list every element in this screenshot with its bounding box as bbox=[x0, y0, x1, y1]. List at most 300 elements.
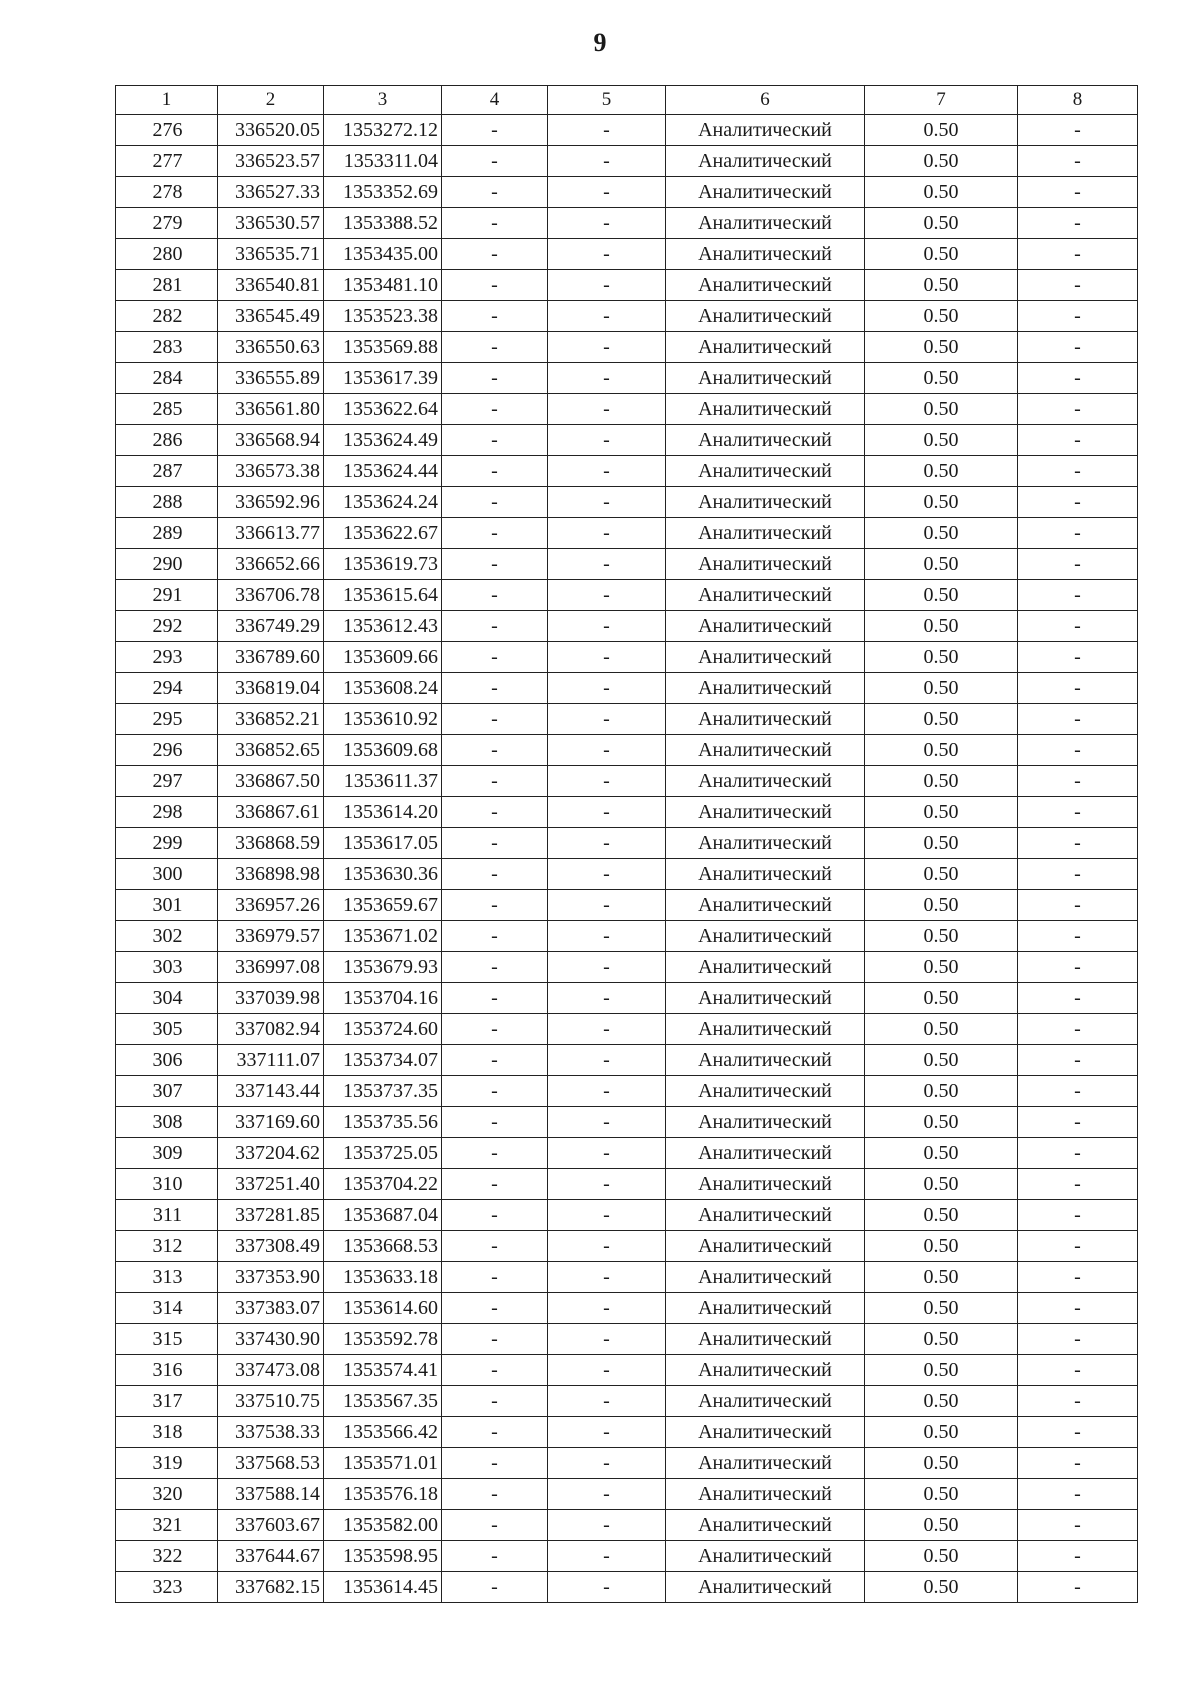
accuracy-cell: 0.50 bbox=[865, 704, 1018, 735]
table-row bbox=[116, 1076, 1138, 1107]
method-cell: Аналитический bbox=[666, 797, 865, 828]
x-coordinate-cell: 336997.08 bbox=[218, 952, 324, 983]
table-row bbox=[116, 1169, 1138, 1200]
header-cell: 2 bbox=[218, 86, 324, 115]
accuracy-cell: 0.50 bbox=[865, 952, 1018, 983]
column-5-cell: - bbox=[548, 1014, 666, 1045]
column-8-cell: - bbox=[1018, 766, 1138, 797]
x-coordinate-cell: 337682.15 bbox=[218, 1572, 324, 1603]
column-4-cell: - bbox=[442, 828, 548, 859]
column-8-cell: - bbox=[1018, 177, 1138, 208]
point-number-cell: 285 bbox=[116, 394, 218, 425]
accuracy-cell: 0.50 bbox=[865, 425, 1018, 456]
accuracy-cell: 0.50 bbox=[865, 983, 1018, 1014]
column-4-cell: - bbox=[442, 177, 548, 208]
y-coordinate-cell: 1353610.92 bbox=[324, 704, 442, 735]
table-row bbox=[116, 704, 1138, 735]
y-coordinate-cell: 1353609.66 bbox=[324, 642, 442, 673]
column-4-cell: - bbox=[442, 859, 548, 890]
x-coordinate-cell: 337111.07 bbox=[218, 1045, 324, 1076]
column-4-cell: - bbox=[442, 890, 548, 921]
column-4-cell: - bbox=[442, 952, 548, 983]
x-coordinate-cell: 336867.61 bbox=[218, 797, 324, 828]
y-coordinate-cell: 1353614.45 bbox=[324, 1572, 442, 1603]
column-4-cell: - bbox=[442, 1417, 548, 1448]
accuracy-cell: 0.50 bbox=[865, 549, 1018, 580]
header-cell: 5 bbox=[548, 86, 666, 115]
column-5-cell: - bbox=[548, 1231, 666, 1262]
y-coordinate-cell: 1353725.05 bbox=[324, 1138, 442, 1169]
method-cell: Аналитический bbox=[666, 1293, 865, 1324]
x-coordinate-cell: 337143.44 bbox=[218, 1076, 324, 1107]
table-row bbox=[116, 797, 1138, 828]
column-4-cell: - bbox=[442, 580, 548, 611]
point-number-cell: 309 bbox=[116, 1138, 218, 1169]
y-coordinate-cell: 1353668.53 bbox=[324, 1231, 442, 1262]
x-coordinate-cell: 336592.96 bbox=[218, 487, 324, 518]
column-8-cell: - bbox=[1018, 1541, 1138, 1572]
coordinates-table bbox=[115, 85, 1138, 1603]
accuracy-cell: 0.50 bbox=[865, 797, 1018, 828]
point-number-cell: 312 bbox=[116, 1231, 218, 1262]
column-4-cell: - bbox=[442, 921, 548, 952]
x-coordinate-cell: 336520.05 bbox=[218, 115, 324, 146]
table-row bbox=[116, 580, 1138, 611]
column-5-cell: - bbox=[548, 921, 666, 952]
x-coordinate-cell: 337039.98 bbox=[218, 983, 324, 1014]
column-5-cell: - bbox=[548, 952, 666, 983]
column-4-cell: - bbox=[442, 1262, 548, 1293]
x-coordinate-cell: 337473.08 bbox=[218, 1355, 324, 1386]
column-4-cell: - bbox=[442, 301, 548, 332]
column-4-cell: - bbox=[442, 1386, 548, 1417]
column-5-cell: - bbox=[548, 332, 666, 363]
y-coordinate-cell: 1353592.78 bbox=[324, 1324, 442, 1355]
x-coordinate-cell: 337204.62 bbox=[218, 1138, 324, 1169]
method-cell: Аналитический bbox=[666, 177, 865, 208]
y-coordinate-cell: 1353435.00 bbox=[324, 239, 442, 270]
y-coordinate-cell: 1353567.35 bbox=[324, 1386, 442, 1417]
y-coordinate-cell: 1353608.24 bbox=[324, 673, 442, 704]
x-coordinate-cell: 336550.63 bbox=[218, 332, 324, 363]
column-4-cell: - bbox=[442, 1355, 548, 1386]
accuracy-cell: 0.50 bbox=[865, 1324, 1018, 1355]
y-coordinate-cell: 1353734.07 bbox=[324, 1045, 442, 1076]
table-row bbox=[116, 1448, 1138, 1479]
table-row bbox=[116, 1014, 1138, 1045]
y-coordinate-cell: 1353704.22 bbox=[324, 1169, 442, 1200]
y-coordinate-cell: 1353614.60 bbox=[324, 1293, 442, 1324]
column-5-cell: - bbox=[548, 394, 666, 425]
table-row bbox=[116, 952, 1138, 983]
point-number-cell: 320 bbox=[116, 1479, 218, 1510]
method-cell: Аналитический bbox=[666, 1200, 865, 1231]
column-5-cell: - bbox=[548, 208, 666, 239]
column-5-cell: - bbox=[548, 1262, 666, 1293]
x-coordinate-cell: 337430.90 bbox=[218, 1324, 324, 1355]
column-8-cell: - bbox=[1018, 549, 1138, 580]
accuracy-cell: 0.50 bbox=[865, 1231, 1018, 1262]
column-4-cell: - bbox=[442, 797, 548, 828]
column-5-cell: - bbox=[548, 859, 666, 890]
y-coordinate-cell: 1353619.73 bbox=[324, 549, 442, 580]
column-5-cell: - bbox=[548, 797, 666, 828]
column-5-cell: - bbox=[548, 146, 666, 177]
y-coordinate-cell: 1353630.36 bbox=[324, 859, 442, 890]
x-coordinate-cell: 337281.85 bbox=[218, 1200, 324, 1231]
x-coordinate-cell: 337510.75 bbox=[218, 1386, 324, 1417]
point-number-cell: 295 bbox=[116, 704, 218, 735]
column-8-cell: - bbox=[1018, 1231, 1138, 1262]
column-8-cell: - bbox=[1018, 921, 1138, 952]
table-row bbox=[116, 456, 1138, 487]
accuracy-cell: 0.50 bbox=[865, 363, 1018, 394]
table-row bbox=[116, 1479, 1138, 1510]
column-8-cell: - bbox=[1018, 580, 1138, 611]
column-4-cell: - bbox=[442, 1169, 548, 1200]
table-row bbox=[116, 1324, 1138, 1355]
column-5-cell: - bbox=[548, 518, 666, 549]
y-coordinate-cell: 1353481.10 bbox=[324, 270, 442, 301]
column-5-cell: - bbox=[548, 1293, 666, 1324]
method-cell: Аналитический bbox=[666, 1479, 865, 1510]
accuracy-cell: 0.50 bbox=[865, 1045, 1018, 1076]
accuracy-cell: 0.50 bbox=[865, 611, 1018, 642]
column-5-cell: - bbox=[548, 1510, 666, 1541]
point-number-cell: 321 bbox=[116, 1510, 218, 1541]
column-5-cell: - bbox=[548, 363, 666, 394]
column-8-cell: - bbox=[1018, 239, 1138, 270]
method-cell: Аналитический bbox=[666, 456, 865, 487]
accuracy-cell: 0.50 bbox=[865, 332, 1018, 363]
column-4-cell: - bbox=[442, 487, 548, 518]
column-4-cell: - bbox=[442, 270, 548, 301]
x-coordinate-cell: 336527.33 bbox=[218, 177, 324, 208]
table-row bbox=[116, 890, 1138, 921]
column-8-cell: - bbox=[1018, 642, 1138, 673]
method-cell: Аналитический bbox=[666, 704, 865, 735]
y-coordinate-cell: 1353523.38 bbox=[324, 301, 442, 332]
x-coordinate-cell: 336789.60 bbox=[218, 642, 324, 673]
accuracy-cell: 0.50 bbox=[865, 1014, 1018, 1045]
table-row bbox=[116, 1293, 1138, 1324]
column-5-cell: - bbox=[548, 301, 666, 332]
table-row bbox=[116, 1541, 1138, 1572]
method-cell: Аналитический bbox=[666, 1355, 865, 1386]
column-5-cell: - bbox=[548, 1417, 666, 1448]
y-coordinate-cell: 1353671.02 bbox=[324, 921, 442, 952]
x-coordinate-cell: 337538.33 bbox=[218, 1417, 324, 1448]
x-coordinate-cell: 337603.67 bbox=[218, 1510, 324, 1541]
accuracy-cell: 0.50 bbox=[865, 642, 1018, 673]
column-4-cell: - bbox=[442, 1014, 548, 1045]
header-cell: 7 bbox=[865, 86, 1018, 115]
point-number-cell: 280 bbox=[116, 239, 218, 270]
column-8-cell: - bbox=[1018, 208, 1138, 239]
point-number-cell: 316 bbox=[116, 1355, 218, 1386]
y-coordinate-cell: 1353615.64 bbox=[324, 580, 442, 611]
point-number-cell: 281 bbox=[116, 270, 218, 301]
y-coordinate-cell: 1353571.01 bbox=[324, 1448, 442, 1479]
accuracy-cell: 0.50 bbox=[865, 239, 1018, 270]
y-coordinate-cell: 1353272.12 bbox=[324, 115, 442, 146]
method-cell: Аналитический bbox=[666, 1138, 865, 1169]
x-coordinate-cell: 337169.60 bbox=[218, 1107, 324, 1138]
point-number-cell: 276 bbox=[116, 115, 218, 146]
point-number-cell: 286 bbox=[116, 425, 218, 456]
column-4-cell: - bbox=[442, 394, 548, 425]
column-8-cell: - bbox=[1018, 1076, 1138, 1107]
column-8-cell: - bbox=[1018, 1293, 1138, 1324]
accuracy-cell: 0.50 bbox=[865, 270, 1018, 301]
point-number-cell: 282 bbox=[116, 301, 218, 332]
accuracy-cell: 0.50 bbox=[865, 921, 1018, 952]
column-5-cell: - bbox=[548, 890, 666, 921]
x-coordinate-cell: 336568.94 bbox=[218, 425, 324, 456]
table-row bbox=[116, 766, 1138, 797]
y-coordinate-cell: 1353598.95 bbox=[324, 1541, 442, 1572]
column-8-cell: - bbox=[1018, 115, 1138, 146]
column-5-cell: - bbox=[548, 611, 666, 642]
y-coordinate-cell: 1353622.64 bbox=[324, 394, 442, 425]
x-coordinate-cell: 337588.14 bbox=[218, 1479, 324, 1510]
x-coordinate-cell: 336706.78 bbox=[218, 580, 324, 611]
x-coordinate-cell: 336561.80 bbox=[218, 394, 324, 425]
accuracy-cell: 0.50 bbox=[865, 1510, 1018, 1541]
x-coordinate-cell: 336979.57 bbox=[218, 921, 324, 952]
column-8-cell: - bbox=[1018, 797, 1138, 828]
point-number-cell: 283 bbox=[116, 332, 218, 363]
y-coordinate-cell: 1353622.67 bbox=[324, 518, 442, 549]
column-5-cell: - bbox=[548, 983, 666, 1014]
column-4-cell: - bbox=[442, 146, 548, 177]
table-row bbox=[116, 1138, 1138, 1169]
method-cell: Аналитический bbox=[666, 890, 865, 921]
table-row bbox=[116, 921, 1138, 952]
method-cell: Аналитический bbox=[666, 1541, 865, 1572]
y-coordinate-cell: 1353569.88 bbox=[324, 332, 442, 363]
method-cell: Аналитический bbox=[666, 270, 865, 301]
column-8-cell: - bbox=[1018, 487, 1138, 518]
column-8-cell: - bbox=[1018, 952, 1138, 983]
column-8-cell: - bbox=[1018, 1448, 1138, 1479]
accuracy-cell: 0.50 bbox=[865, 766, 1018, 797]
accuracy-cell: 0.50 bbox=[865, 1355, 1018, 1386]
column-5-cell: - bbox=[548, 1541, 666, 1572]
table-row bbox=[116, 363, 1138, 394]
x-coordinate-cell: 336535.71 bbox=[218, 239, 324, 270]
column-5-cell: - bbox=[548, 1076, 666, 1107]
column-4-cell: - bbox=[442, 239, 548, 270]
method-cell: Аналитический bbox=[666, 673, 865, 704]
table-row bbox=[116, 1386, 1138, 1417]
x-coordinate-cell: 336957.26 bbox=[218, 890, 324, 921]
method-cell: Аналитический bbox=[666, 1076, 865, 1107]
point-number-cell: 278 bbox=[116, 177, 218, 208]
x-coordinate-cell: 336749.29 bbox=[218, 611, 324, 642]
table-row bbox=[116, 1417, 1138, 1448]
table-body bbox=[116, 115, 1138, 1603]
column-8-cell: - bbox=[1018, 1045, 1138, 1076]
column-4-cell: - bbox=[442, 1541, 548, 1572]
y-coordinate-cell: 1353659.67 bbox=[324, 890, 442, 921]
point-number-cell: 311 bbox=[116, 1200, 218, 1231]
point-number-cell: 284 bbox=[116, 363, 218, 394]
x-coordinate-cell: 336613.77 bbox=[218, 518, 324, 549]
method-cell: Аналитический bbox=[666, 239, 865, 270]
point-number-cell: 302 bbox=[116, 921, 218, 952]
column-4-cell: - bbox=[442, 1293, 548, 1324]
method-cell: Аналитический bbox=[666, 828, 865, 859]
column-8-cell: - bbox=[1018, 1324, 1138, 1355]
x-coordinate-cell: 337082.94 bbox=[218, 1014, 324, 1045]
header-row bbox=[116, 86, 1138, 115]
method-cell: Аналитический bbox=[666, 1417, 865, 1448]
column-8-cell: - bbox=[1018, 1262, 1138, 1293]
x-coordinate-cell: 336852.65 bbox=[218, 735, 324, 766]
y-coordinate-cell: 1353617.39 bbox=[324, 363, 442, 394]
method-cell: Аналитический bbox=[666, 487, 865, 518]
table-row bbox=[116, 549, 1138, 580]
method-cell: Аналитический bbox=[666, 1510, 865, 1541]
column-4-cell: - bbox=[442, 673, 548, 704]
point-number-cell: 301 bbox=[116, 890, 218, 921]
accuracy-cell: 0.50 bbox=[865, 487, 1018, 518]
y-coordinate-cell: 1353614.20 bbox=[324, 797, 442, 828]
column-4-cell: - bbox=[442, 1107, 548, 1138]
method-cell: Аналитический bbox=[666, 766, 865, 797]
method-cell: Аналитический bbox=[666, 611, 865, 642]
column-5-cell: - bbox=[548, 1355, 666, 1386]
column-4-cell: - bbox=[442, 1510, 548, 1541]
y-coordinate-cell: 1353633.18 bbox=[324, 1262, 442, 1293]
column-4-cell: - bbox=[442, 735, 548, 766]
column-5-cell: - bbox=[548, 1479, 666, 1510]
point-number-cell: 290 bbox=[116, 549, 218, 580]
column-5-cell: - bbox=[548, 1138, 666, 1169]
column-4-cell: - bbox=[442, 425, 548, 456]
accuracy-cell: 0.50 bbox=[865, 1417, 1018, 1448]
table-row bbox=[116, 301, 1138, 332]
x-coordinate-cell: 336898.98 bbox=[218, 859, 324, 890]
column-8-cell: - bbox=[1018, 611, 1138, 642]
column-5-cell: - bbox=[548, 1107, 666, 1138]
column-5-cell: - bbox=[548, 1386, 666, 1417]
column-5-cell: - bbox=[548, 1045, 666, 1076]
y-coordinate-cell: 1353624.49 bbox=[324, 425, 442, 456]
column-5-cell: - bbox=[548, 1572, 666, 1603]
accuracy-cell: 0.50 bbox=[865, 1107, 1018, 1138]
accuracy-cell: 0.50 bbox=[865, 1448, 1018, 1479]
header-cell: 3 bbox=[324, 86, 442, 115]
column-4-cell: - bbox=[442, 1479, 548, 1510]
column-8-cell: - bbox=[1018, 425, 1138, 456]
table-row bbox=[116, 1355, 1138, 1386]
point-number-cell: 308 bbox=[116, 1107, 218, 1138]
point-number-cell: 314 bbox=[116, 1293, 218, 1324]
accuracy-cell: 0.50 bbox=[865, 1076, 1018, 1107]
accuracy-cell: 0.50 bbox=[865, 1200, 1018, 1231]
column-5-cell: - bbox=[548, 673, 666, 704]
column-5-cell: - bbox=[548, 735, 666, 766]
table-row bbox=[116, 425, 1138, 456]
column-4-cell: - bbox=[442, 1324, 548, 1355]
accuracy-cell: 0.50 bbox=[865, 177, 1018, 208]
accuracy-cell: 0.50 bbox=[865, 518, 1018, 549]
y-coordinate-cell: 1353576.18 bbox=[324, 1479, 442, 1510]
method-cell: Аналитический bbox=[666, 425, 865, 456]
point-number-cell: 315 bbox=[116, 1324, 218, 1355]
column-8-cell: - bbox=[1018, 332, 1138, 363]
column-8-cell: - bbox=[1018, 1510, 1138, 1541]
column-8-cell: - bbox=[1018, 1200, 1138, 1231]
column-8-cell: - bbox=[1018, 518, 1138, 549]
accuracy-cell: 0.50 bbox=[865, 115, 1018, 146]
point-number-cell: 298 bbox=[116, 797, 218, 828]
column-8-cell: - bbox=[1018, 1417, 1138, 1448]
x-coordinate-cell: 336852.21 bbox=[218, 704, 324, 735]
method-cell: Аналитический bbox=[666, 1107, 865, 1138]
y-coordinate-cell: 1353582.00 bbox=[324, 1510, 442, 1541]
accuracy-cell: 0.50 bbox=[865, 1293, 1018, 1324]
method-cell: Аналитический bbox=[666, 1572, 865, 1603]
accuracy-cell: 0.50 bbox=[865, 828, 1018, 859]
method-cell: Аналитический bbox=[666, 1386, 865, 1417]
column-8-cell: - bbox=[1018, 735, 1138, 766]
column-8-cell: - bbox=[1018, 1572, 1138, 1603]
point-number-cell: 313 bbox=[116, 1262, 218, 1293]
method-cell: Аналитический bbox=[666, 363, 865, 394]
point-number-cell: 279 bbox=[116, 208, 218, 239]
y-coordinate-cell: 1353574.41 bbox=[324, 1355, 442, 1386]
column-4-cell: - bbox=[442, 363, 548, 394]
point-number-cell: 296 bbox=[116, 735, 218, 766]
accuracy-cell: 0.50 bbox=[865, 208, 1018, 239]
method-cell: Аналитический bbox=[666, 735, 865, 766]
table-row bbox=[116, 642, 1138, 673]
point-number-cell: 323 bbox=[116, 1572, 218, 1603]
column-8-cell: - bbox=[1018, 146, 1138, 177]
table-header bbox=[116, 86, 1138, 115]
y-coordinate-cell: 1353687.04 bbox=[324, 1200, 442, 1231]
method-cell: Аналитический bbox=[666, 115, 865, 146]
column-4-cell: - bbox=[442, 704, 548, 735]
point-number-cell: 292 bbox=[116, 611, 218, 642]
table-row bbox=[116, 270, 1138, 301]
column-5-cell: - bbox=[548, 456, 666, 487]
column-5-cell: - bbox=[548, 1200, 666, 1231]
table-row bbox=[116, 177, 1138, 208]
point-number-cell: 299 bbox=[116, 828, 218, 859]
y-coordinate-cell: 1353724.60 bbox=[324, 1014, 442, 1045]
y-coordinate-cell: 1353617.05 bbox=[324, 828, 442, 859]
column-8-cell: - bbox=[1018, 270, 1138, 301]
method-cell: Аналитический bbox=[666, 208, 865, 239]
column-8-cell: - bbox=[1018, 301, 1138, 332]
method-cell: Аналитический bbox=[666, 859, 865, 890]
accuracy-cell: 0.50 bbox=[865, 1479, 1018, 1510]
column-5-cell: - bbox=[548, 549, 666, 580]
column-4-cell: - bbox=[442, 642, 548, 673]
header-cell: 8 bbox=[1018, 86, 1138, 115]
x-coordinate-cell: 337353.90 bbox=[218, 1262, 324, 1293]
method-cell: Аналитический bbox=[666, 549, 865, 580]
method-cell: Аналитический bbox=[666, 1231, 865, 1262]
point-number-cell: 322 bbox=[116, 1541, 218, 1572]
column-8-cell: - bbox=[1018, 1138, 1138, 1169]
x-coordinate-cell: 336868.59 bbox=[218, 828, 324, 859]
x-coordinate-cell: 337644.67 bbox=[218, 1541, 324, 1572]
